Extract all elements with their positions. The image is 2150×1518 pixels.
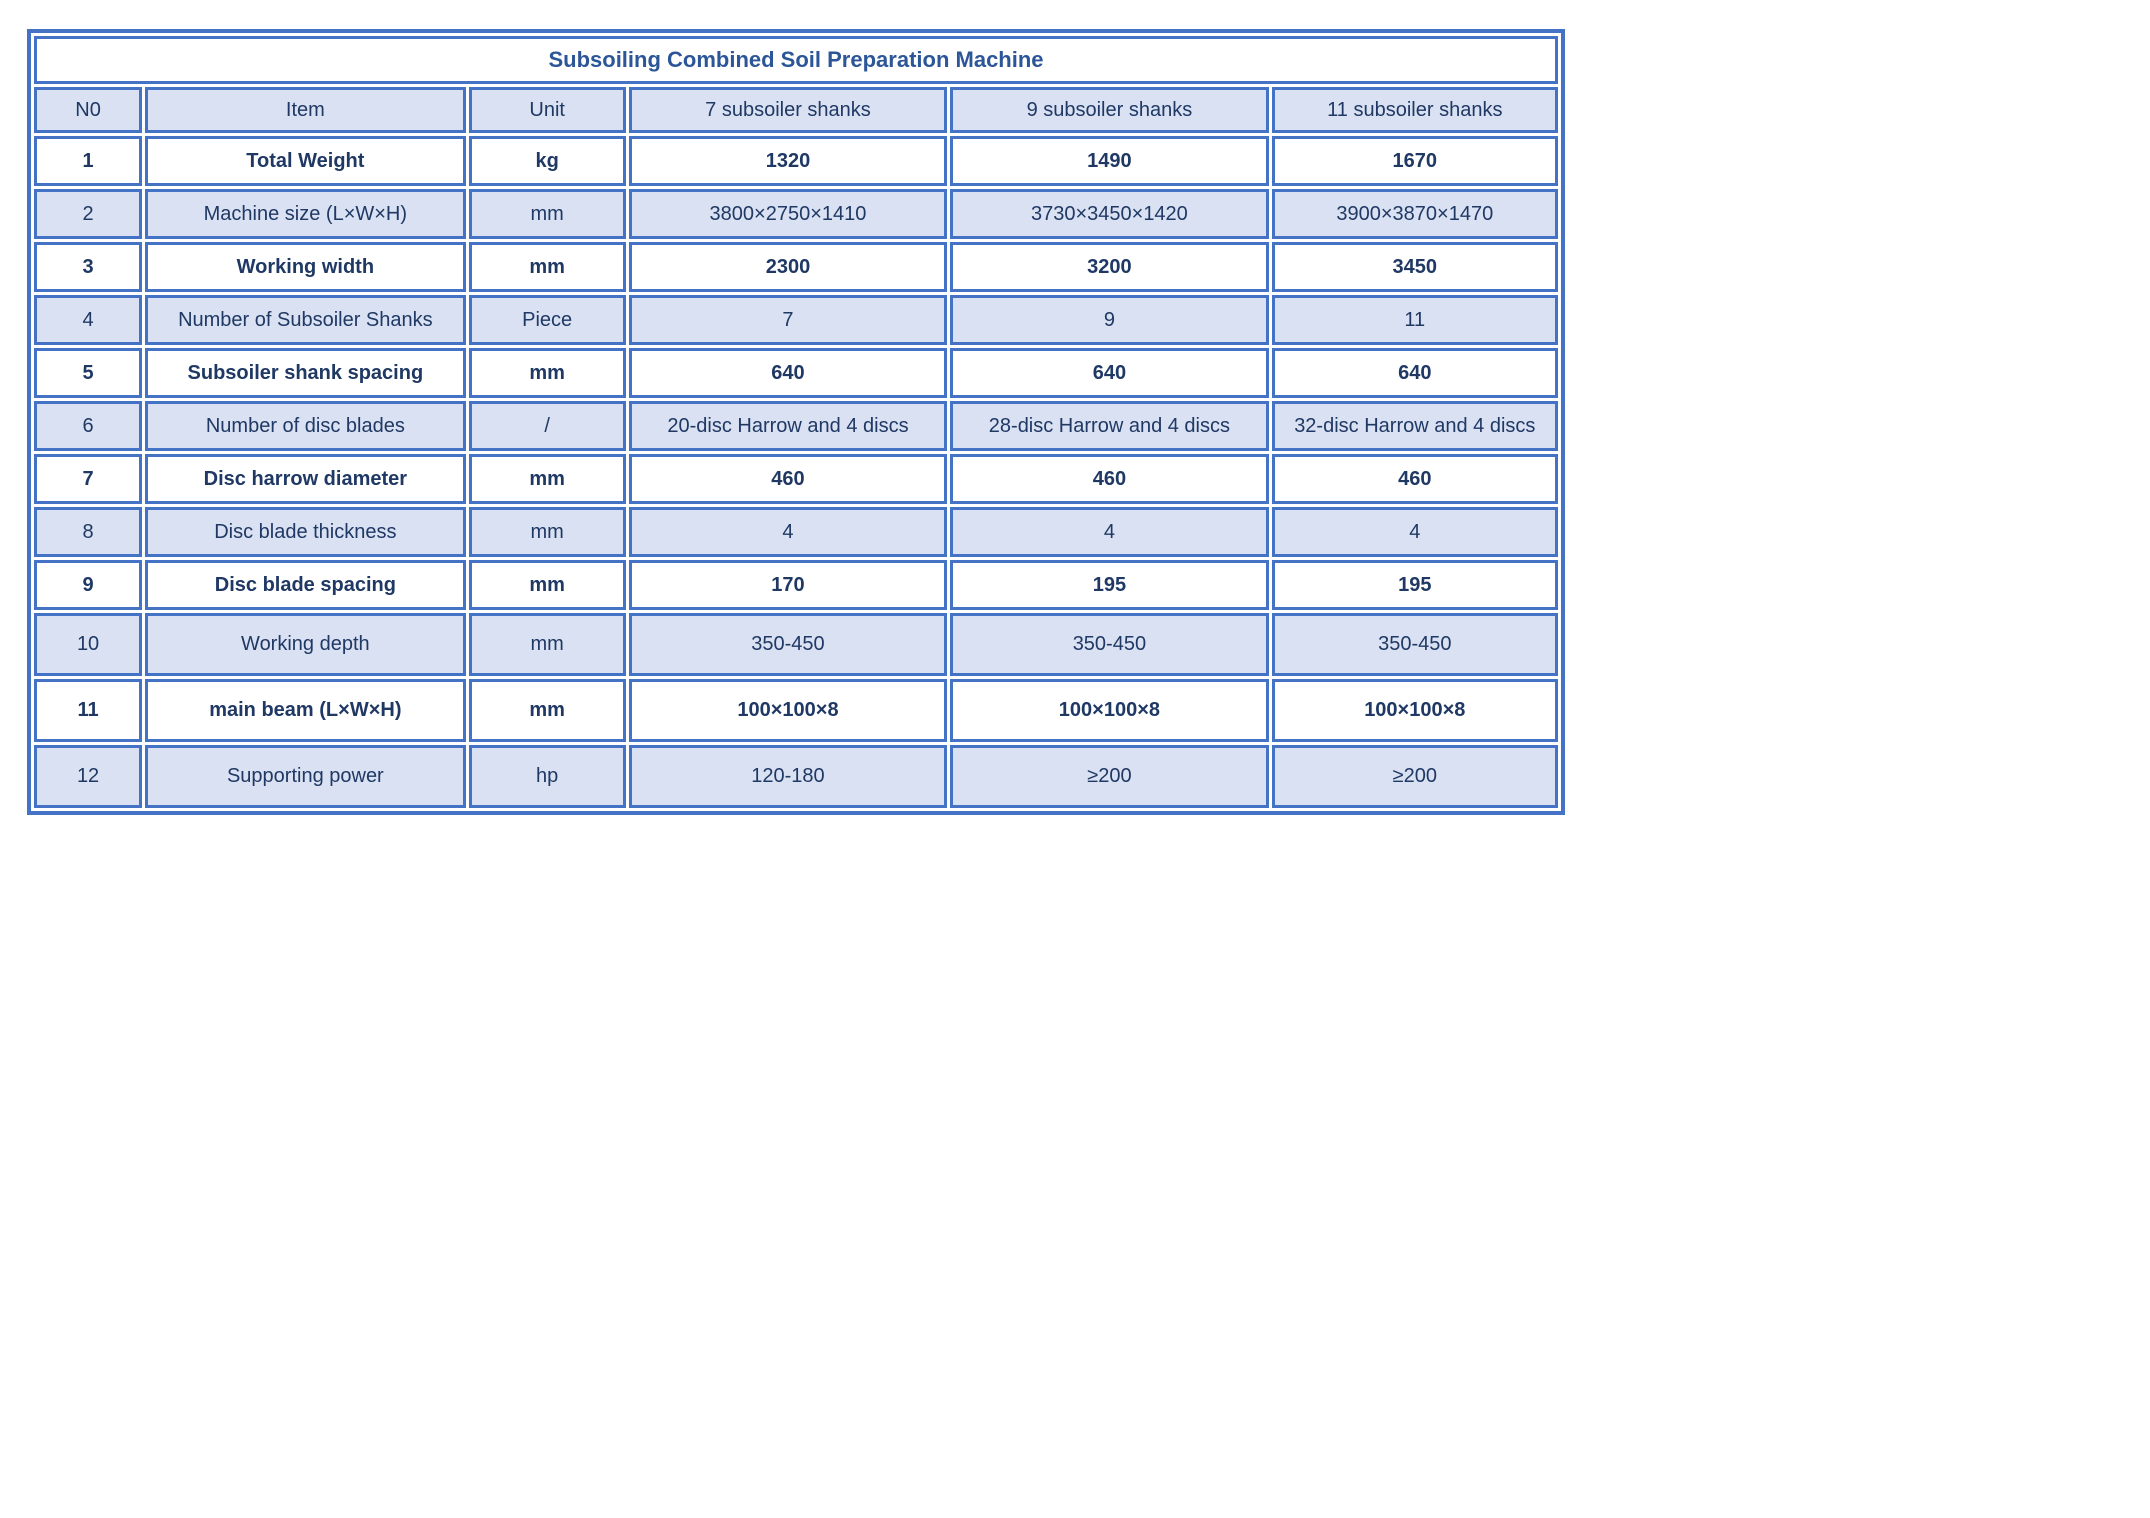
table-row <box>34 242 1558 292</box>
table-row <box>34 507 1558 557</box>
cell-item: Machine size (L×W×H) <box>145 189 465 239</box>
cell-9: ≥200 <box>950 745 1268 808</box>
cell-unit: mm <box>469 679 626 742</box>
cell-unit: mm <box>469 189 626 239</box>
cell-11: 100×100×8 <box>1272 679 1558 742</box>
cell-unit: mm <box>469 454 626 504</box>
table-row <box>34 348 1558 398</box>
col-header-9-shanks: 9 subsoiler shanks <box>950 87 1268 133</box>
cell-no: 8 <box>34 507 142 557</box>
cell-unit: mm <box>469 507 626 557</box>
table-row <box>34 189 1558 239</box>
cell-7: 350-450 <box>629 613 947 676</box>
col-header-unit: Unit <box>469 87 626 133</box>
cell-item: Number of Subsoiler Shanks <box>145 295 465 345</box>
cell-11: 640 <box>1272 348 1558 398</box>
cell-11: 460 <box>1272 454 1558 504</box>
cell-11: 1670 <box>1272 136 1558 186</box>
cell-unit: kg <box>469 136 626 186</box>
cell-11: 3450 <box>1272 242 1558 292</box>
cell-11: 3900×3870×1470 <box>1272 189 1558 239</box>
cell-7: 4 <box>629 507 947 557</box>
cell-9: 195 <box>950 560 1268 610</box>
cell-no: 10 <box>34 613 142 676</box>
table-row <box>34 136 1558 186</box>
cell-7: 640 <box>629 348 947 398</box>
cell-item: Subsoiler shank spacing <box>145 348 465 398</box>
cell-7: 1320 <box>629 136 947 186</box>
table-row <box>34 613 1558 676</box>
cell-unit: hp <box>469 745 626 808</box>
cell-7: 120-180 <box>629 745 947 808</box>
cell-item: main beam (L×W×H) <box>145 679 465 742</box>
cell-no: 9 <box>34 560 142 610</box>
cell-9: 28-disc Harrow and 4 discs <box>950 401 1268 451</box>
cell-no: 3 <box>34 242 142 292</box>
cell-no: 12 <box>34 745 142 808</box>
cell-item: Supporting power <box>145 745 465 808</box>
table-row <box>34 401 1558 451</box>
table-row <box>34 560 1558 610</box>
cell-item: Total Weight <box>145 136 465 186</box>
cell-9: 3200 <box>950 242 1268 292</box>
cell-11: 195 <box>1272 560 1558 610</box>
col-header-no: N0 <box>34 87 142 133</box>
cell-unit: mm <box>469 613 626 676</box>
cell-7: 20-disc Harrow and 4 discs <box>629 401 947 451</box>
table-row <box>34 295 1558 345</box>
cell-7: 460 <box>629 454 947 504</box>
cell-unit: mm <box>469 348 626 398</box>
table-title: Subsoiling Combined Soil Preparation Machine <box>34 36 1558 84</box>
cell-no: 2 <box>34 189 142 239</box>
cell-7: 100×100×8 <box>629 679 947 742</box>
spec-table <box>27 29 1565 815</box>
cell-no: 4 <box>34 295 142 345</box>
cell-item: Disc blade thickness <box>145 507 465 557</box>
cell-no: 6 <box>34 401 142 451</box>
table-title-row <box>34 36 1558 84</box>
cell-item: Working depth <box>145 613 465 676</box>
table-row <box>34 679 1558 742</box>
cell-11: ≥200 <box>1272 745 1558 808</box>
cell-item: Disc harrow diameter <box>145 454 465 504</box>
cell-11: 4 <box>1272 507 1558 557</box>
cell-no: 1 <box>34 136 142 186</box>
cell-9: 640 <box>950 348 1268 398</box>
cell-11: 350-450 <box>1272 613 1558 676</box>
col-header-7-shanks: 7 subsoiler shanks <box>629 87 947 133</box>
cell-unit: mm <box>469 242 626 292</box>
cell-no: 5 <box>34 348 142 398</box>
cell-9: 1490 <box>950 136 1268 186</box>
table-header-row <box>34 87 1558 133</box>
cell-unit: mm <box>469 560 626 610</box>
table-row <box>34 454 1558 504</box>
cell-7: 170 <box>629 560 947 610</box>
cell-item: Number of disc blades <box>145 401 465 451</box>
table-row <box>34 745 1558 808</box>
cell-11: 11 <box>1272 295 1558 345</box>
cell-7: 7 <box>629 295 947 345</box>
cell-no: 11 <box>34 679 142 742</box>
cell-9: 100×100×8 <box>950 679 1268 742</box>
cell-9: 4 <box>950 507 1268 557</box>
cell-7: 2300 <box>629 242 947 292</box>
cell-9: 460 <box>950 454 1268 504</box>
cell-item: Disc blade spacing <box>145 560 465 610</box>
col-header-item: Item <box>145 87 465 133</box>
cell-9: 3730×3450×1420 <box>950 189 1268 239</box>
cell-9: 9 <box>950 295 1268 345</box>
cell-9: 350-450 <box>950 613 1268 676</box>
cell-no: 7 <box>34 454 142 504</box>
cell-unit: / <box>469 401 626 451</box>
cell-unit: Piece <box>469 295 626 345</box>
cell-item: Working width <box>145 242 465 292</box>
col-header-11-shanks: 11 subsoiler shanks <box>1272 87 1558 133</box>
cell-7: 3800×2750×1410 <box>629 189 947 239</box>
cell-11: 32-disc Harrow and 4 discs <box>1272 401 1558 451</box>
